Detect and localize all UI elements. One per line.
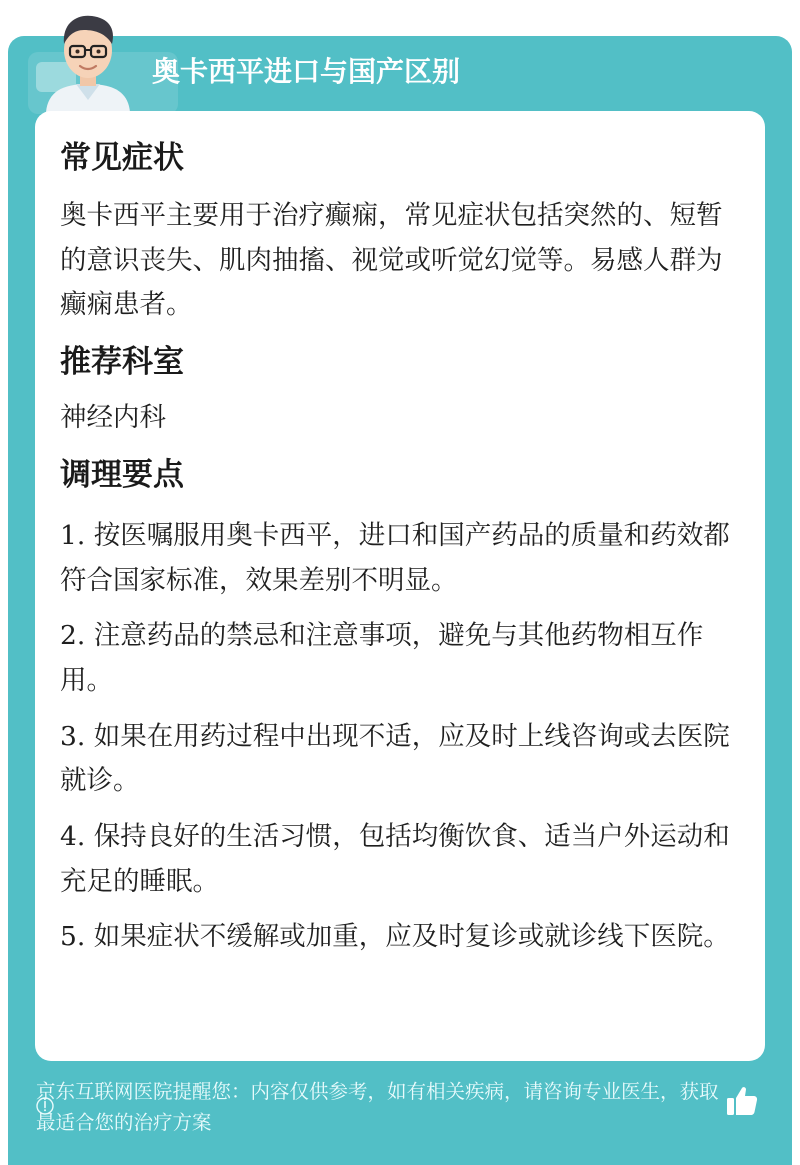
section-heading-care-points: 调理要点	[60, 456, 184, 493]
care-point-number: 1.	[60, 519, 86, 551]
care-point-number: 4.	[60, 821, 86, 853]
care-point-number: 3.	[60, 720, 86, 752]
care-point-item	[60, 614, 740, 703]
care-point-item	[60, 815, 740, 904]
care-point-text: 按医嘱服用奥卡西平，进口和国产药品的质量和药效都符合国家标准，效果差别不明显。	[60, 519, 730, 596]
care-point-text: 注意药品的禁忌和注意事项，避免与其他药物相互作用。	[60, 620, 704, 696]
disclaimer-text: 京东互联网医院提醒您：内容仅供参考，如有相关疾病，请咨询专业医生，获取最适合您的治疗方案	[36, 1080, 719, 1134]
section-heading-department: 推荐科室	[60, 344, 184, 381]
content-panel	[35, 111, 765, 1061]
doctor-avatar-icon	[40, 8, 136, 112]
care-point-number: 5.	[60, 921, 86, 953]
care-point-item	[60, 715, 740, 804]
care-point-text: 如果在用药过程中出现不适，应及时上线咨询或去医院就诊。	[60, 720, 730, 797]
care-point-number: 2.	[60, 620, 86, 652]
care-point-item	[60, 514, 740, 603]
page-title: 奥卡西平进口与国产区别	[152, 55, 461, 88]
care-point-item	[60, 915, 740, 960]
thumbs-up-icon[interactable]	[724, 1083, 760, 1119]
department-text: 神经内科	[60, 402, 166, 434]
symptoms-text: 奥卡西平主要用于治疗癫痫，常见症状包括突然的、短暂的意识丧失、肌肉抽搐、视觉或听觉幻觉等。易感人群为癫痫患者。	[60, 200, 723, 321]
section-heading-symptoms: 常见症状	[60, 140, 184, 176]
care-point-text: 如果症状不缓解或加重，应及时复诊或就诊线下医院。	[93, 921, 730, 953]
care-point-text: 保持良好的生活习惯，包括均衡饮食、适当户外运动和充足的睡眠。	[60, 821, 730, 897]
